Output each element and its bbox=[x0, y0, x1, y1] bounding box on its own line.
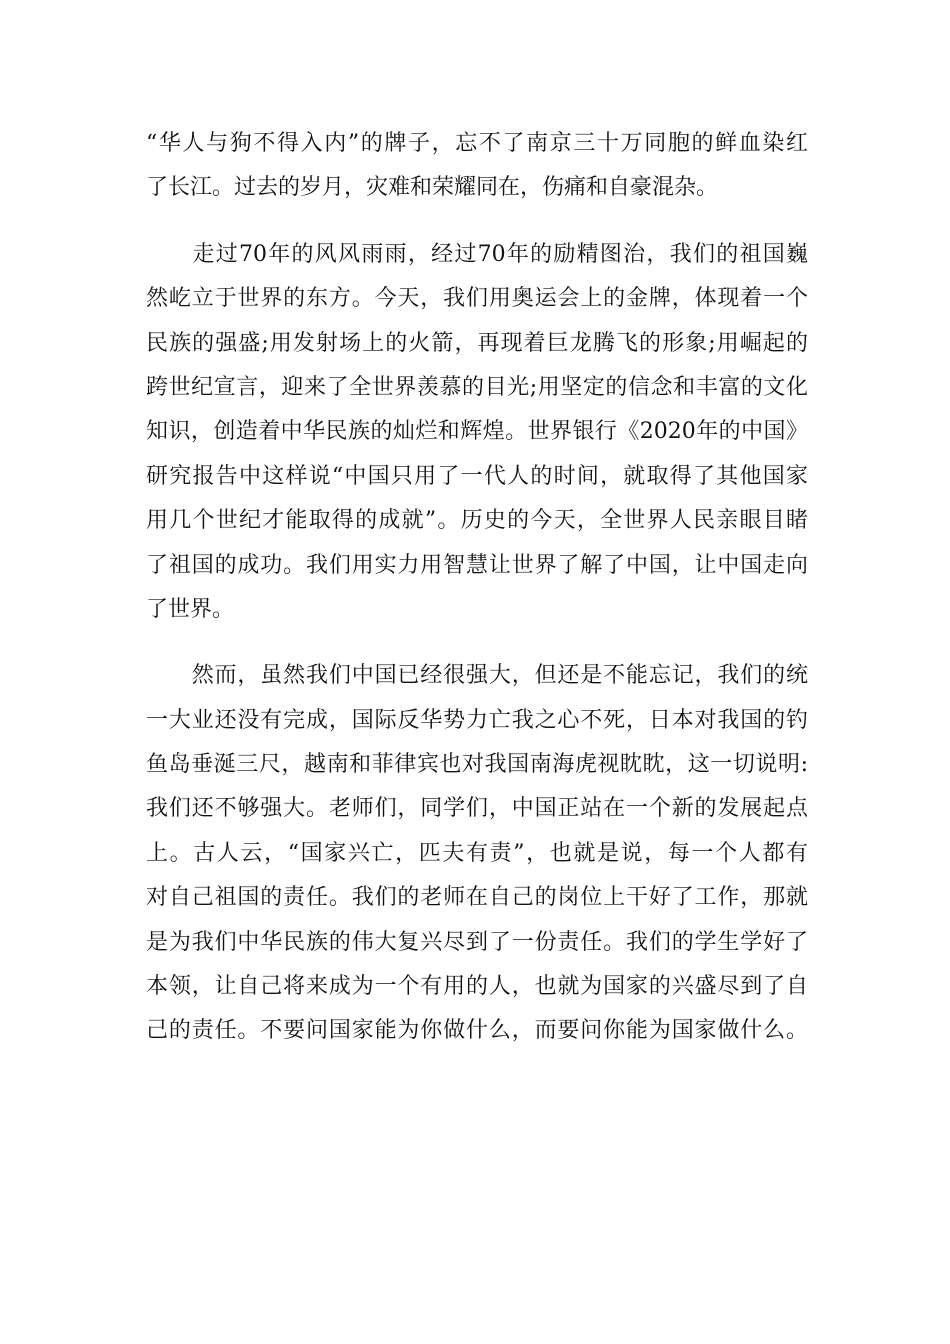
text-line: 了世界。 bbox=[146, 596, 235, 622]
text-line: 民族的强盛;用发射场上的火箭，再现着巨龙腾飞的形象;用崛起的 bbox=[146, 330, 808, 356]
text-line: 我们还不够强大。老师们，同学们，中国正站在一个新的发展起点 bbox=[146, 796, 808, 822]
text-line: 研究报告中这样说“中国只用了一代人的时间，就取得了其他国家 bbox=[146, 463, 808, 489]
text-line: 然屹立于世界的东方。今天，我们用奥运会上的金牌，体现着一个 bbox=[146, 286, 808, 312]
text-line: 走过70年的风风雨雨，经过70年的励精图治，我们的祖国巍 bbox=[146, 241, 808, 267]
text-line: 己的责任。不要问国家能为你做什么，而要问你能为国家做什么。 bbox=[146, 1018, 808, 1044]
text-line: 本领，让自己将来成为一个有用的人，也就为国家的兴盛尽到了自 bbox=[146, 974, 808, 1000]
text-line: 了祖国的成功。我们用实力用智慧让世界了解了中国，让中国走向 bbox=[146, 552, 808, 578]
text-line: 了长江。过去的岁月，灾难和荣耀同在，伤痛和自豪混杂。 bbox=[146, 175, 719, 201]
paragraph-2 bbox=[146, 233, 808, 633]
paragraph-3 bbox=[146, 654, 808, 1054]
text-line: 上。古人云，“国家兴亡，匹夫有责”，也就是说，每一个人都有 bbox=[146, 840, 808, 866]
document-body bbox=[146, 122, 808, 1076]
text-line: 一大业还没有完成，国际反华势力亡我之心不死，日本对我国的钓 bbox=[146, 707, 808, 733]
text-line: “华人与狗不得入内”的牌子，忘不了南京三十万同胞的鲜血染红 bbox=[146, 131, 808, 156]
paragraph-1 bbox=[146, 122, 808, 211]
text-line: 然而，虽然我们中国已经很强大，但还是不能忘记，我们的统 bbox=[146, 663, 808, 689]
text-line: 用几个世纪才能取得的成就”。历史的今天，全世界人民亲眼目睹 bbox=[146, 508, 808, 534]
text-line: 鱼岛垂涎三尺，越南和菲律宾也对我国南海虎视眈眈，这一切说明: bbox=[146, 752, 808, 778]
text-line: 跨世纪宣言，迎来了全世界羡慕的目光;用坚定的信念和丰富的文化 bbox=[146, 374, 808, 400]
text-line: 知识，创造着中华民族的灿烂和辉煌。世界银行《2020年的中国》 bbox=[146, 419, 808, 445]
text-line: 是为我们中华民族的伟大复兴尽到了一份责任。我们的学生学好了 bbox=[146, 929, 808, 955]
text-line: 对自己祖国的责任。我们的老师在自己的岗位上干好了工作，那就 bbox=[146, 885, 808, 911]
